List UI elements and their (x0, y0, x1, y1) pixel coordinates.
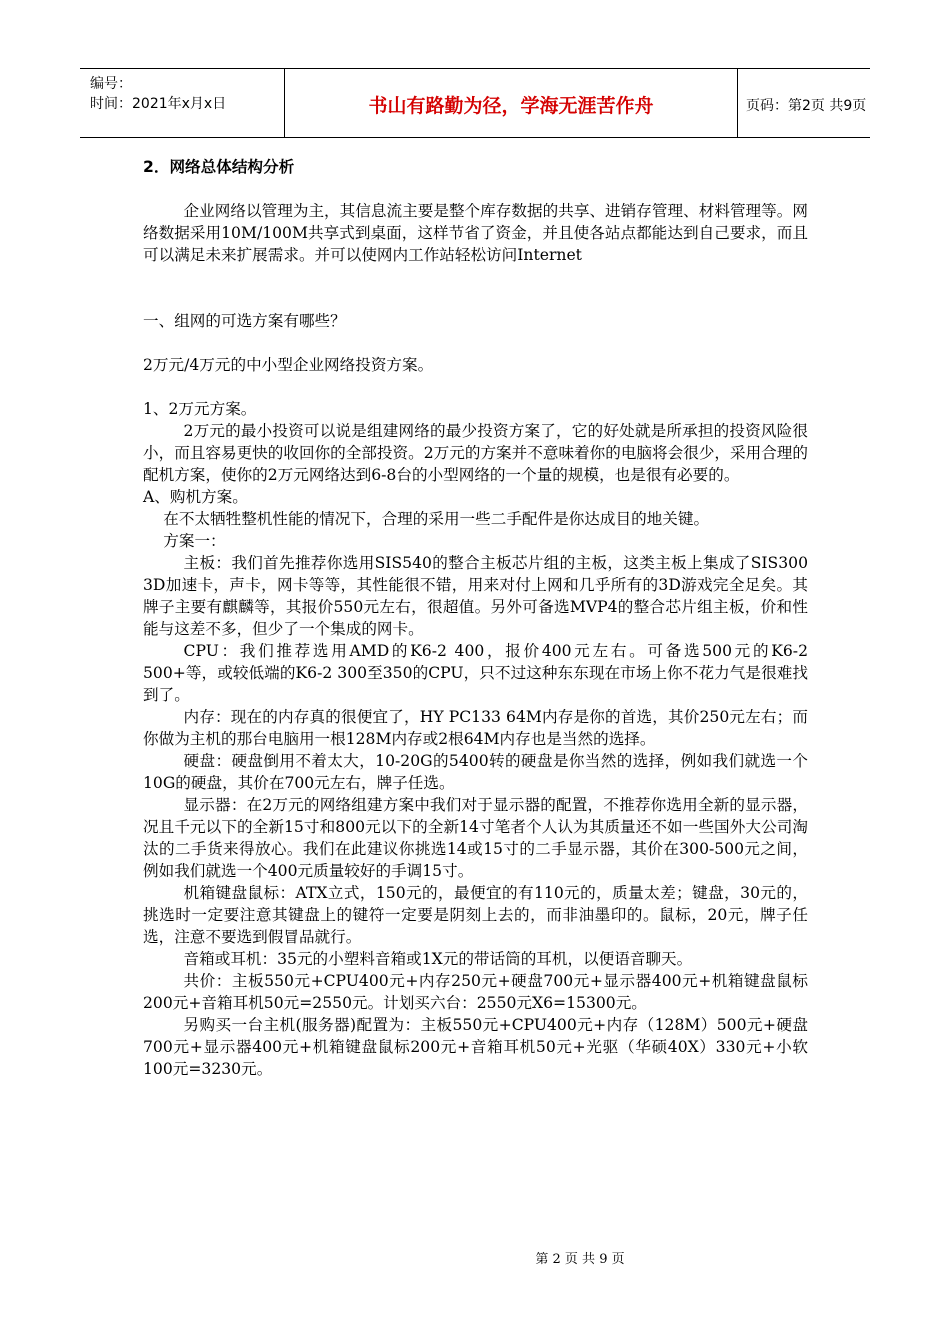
page-footer (0, 1248, 950, 1267)
document-body (143, 156, 808, 1080)
paragraph-plan-description: 2万元的最小投资可以说是组建网络的最少投资方案了，它的好处就是所承担的投资风险很小，而且容易更快的收回你的全部投资。2万元的方案并不意味着你的电脑将会很少，采用合理的配机方案，使你的2万元网络达到6-8台的小型网络的一个量的规模，也是很有必要的。 (143, 422, 808, 484)
paragraph-intro: 企业网络以管理为主，其信息流主要是整个库存数据的共享、进销存管理、材料管理等。网络数据采用10M/100M共享式到桌面，这样节省了资金，并且使各站点都能达到自己要求，而且可以满足未来扩展需求。并可以使网内工作站轻松访问Internet (143, 202, 808, 264)
header-info-cell (80, 69, 285, 137)
paragraph-hard-disk: 硬盘：硬盘倒用不着太大，10-20G的5400转的硬盘是你当然的选择，例如我们就选一个10G的硬盘，其价在700元左右，牌子任选。 (143, 752, 808, 792)
paragraph-plan-heading: 1、2万元方案。 (143, 400, 257, 418)
document-number-label: 编号： (90, 76, 132, 92)
paragraph-plan-summary: 2万元/4万元的中小型企业网络投资方案。 (143, 356, 434, 374)
paragraph-monitor: 显示器：在2万元的网络组建方案中我们对于显示器的配置，不推荐你选用全新的显示器，况且千元以下的全新15寸和800元以下的全新14寸笔者个人认为其质量还不如一些国外大公司淘汰的二手货来得放心。我们在此建议你挑选14或15寸的二手显示器，其价在300-500元之间，例如我们就选一个400元质量较好的手调15寸。 (143, 796, 808, 880)
document-header (80, 68, 870, 138)
paragraph-option-one: 方案一： (163, 532, 226, 550)
header-page-number: 页码：第2页 共9页 (746, 98, 867, 114)
paragraph-server-config: 另购买一台主机(服务器)配置为：主板550元+CPU400元+内存（128M）500元+硬盘700元+显示器400元+机箱键盘鼠标200元+音箱耳机50元+光驱（华硕40X）330元+小软100元=3230元。 (143, 1016, 808, 1078)
paragraph-question: 一、组网的可选方案有哪些？ (143, 312, 346, 330)
paragraph-purchase-heading: A、购机方案。 (143, 488, 248, 506)
footer-page-number: 第 2 页 共 9 页 (535, 1252, 625, 1267)
section-title: 2．网络总体结构分析 (143, 158, 295, 176)
paragraph-purchase-note: 在不太牺牲整机性能的情况下，合理的采用一些二手配件是你达成目的地关键。 (163, 510, 710, 528)
paragraph-motherboard: 主板：我们首先推荐你选用SIS540的整合主板芯片组的主板，这类主板上集成了SIS300 3D加速卡，声卡，网卡等等，其性能很不错，用来对付上网和几乎所有的3D游戏完全足矣。其牌子主要有麒麟等，其报价550元左右，很超值。另外可备选MVP4的整合芯片组主板，价和性能与这差不多，但少了一个集成的网卡。 (143, 554, 808, 638)
paragraph-total-price: 共价：主板550元+CPU400元+内存250元+硬盘700元+显示器400元+机箱键盘鼠标200元+音箱耳机50元=2550元。计划买六台：2550元X6=15300元。 (143, 972, 808, 1012)
paragraph-speakers: 音箱或耳机：35元的小塑料音箱或1X元的带话筒的耳机，以便语音聊天。 (183, 950, 693, 968)
paragraph-cpu: CPU：我们推荐选用AMD的K6-2 400，报价400元左右。可备选500元的K6-2 500+等，或较低端的K6-2 300至350的CPU，只不过这种东东现在市场上你不花力气是很难找到了。 (143, 642, 808, 704)
header-motto: 书山有路勤为径，学海无涯苦作舟 (368, 95, 654, 117)
paragraph-case-keyboard-mouse: 机箱键盘鼠标：ATX立式，150元的，最便宜的有110元的，质量太差；键盘，30元的，挑选时一定要注意其键盘上的键符一定要是阴刻上去的，而非油墨印的。鼠标，20元，牌子任选，注意不要选到假冒品就行。 (143, 884, 808, 946)
document-time-label: 时间：2021年x月x日 (90, 96, 227, 112)
paragraph-memory: 内存：现在的内存真的很便宜了，HY PC133 64M内存是你的首选，其价250元左右；而你做为主机的那台电脑用一根128M内存或2根64M内存也是当然的选择。 (143, 708, 808, 748)
header-page-cell (738, 69, 870, 137)
header-motto-cell (285, 69, 738, 137)
